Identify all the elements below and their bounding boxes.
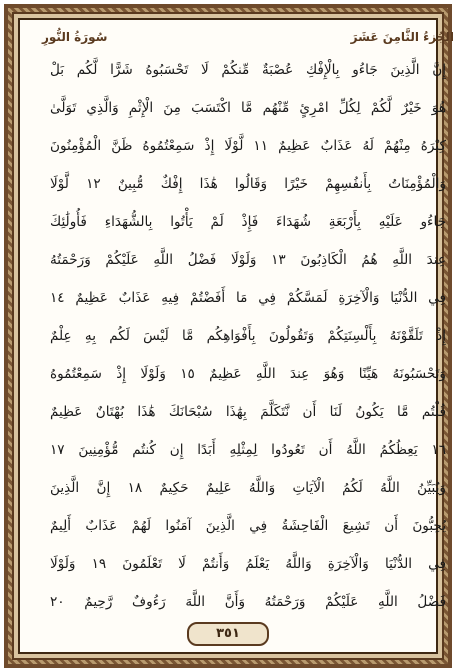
verse-line: فِي الدُّنْيَا وَالْآخِرَةِ لَمَسَّكُمْ فِي مَا أَفَضْتُمْ فِيهِ عَذَابٌ عَظِيمٌ ١٤	[50, 290, 446, 306]
surah-title: سُورَةُ النُّورِ	[42, 30, 108, 44]
verse-line: وَيُبَيِّنُ اللَّهُ لَكُمُ الْآيَاتِ وَاللَّهُ عَلِيمٌ حَكِيمٌ ١٨ إِنَّ الَّذِينَ	[50, 480, 446, 496]
verse-line: كِبْرَهُ مِنْهُمْ لَهُ عَذَابٌ عَظِيمٌ ١١ لَّوْلَا إِذْ سَمِعْتُمُوهُ ظَنَّ الْمُؤْمِنُونَ	[50, 138, 446, 154]
verse-line: وَتَحْسَبُونَهُ هَيِّنًا وَهُوَ عِندَ اللَّهِ عَظِيمٌ ١٥ وَلَوْلَا إِذْ سَمِعْتُمُوهُ	[50, 366, 446, 382]
verse-line: يُحِبُّونَ أَن تَشِيعَ الْفَاحِشَةُ فِي الَّذِينَ آمَنُوا لَهُمْ عَذَابٌ أَلِيمٌ	[50, 518, 446, 534]
verse-line: عِندَ اللَّهِ هُمُ الْكَاذِبُونَ ١٣ وَلَوْلَا فَضْلُ اللَّهِ عَلَيْكُمْ وَرَحْمَتُهُ	[50, 252, 446, 268]
page-number-footer	[20, 622, 436, 646]
page-header	[42, 26, 454, 48]
page-number: ٣٥١	[187, 622, 269, 646]
verse-line: فِي الدُّنْيَا وَالْآخِرَةِ وَاللَّهُ يَعْلَمُ وَأَنتُمْ لَا تَعْلَمُونَ ١٩ وَلَوْلَا	[50, 556, 446, 572]
verse-line: وَالْمُؤْمِنَاتُ بِأَنفُسِهِمْ خَيْرًا وَقَالُوا هَٰذَا إِفْكٌ مُّبِينٌ ١٢ لَّوْلَا	[50, 176, 446, 192]
text-frame	[18, 18, 454, 654]
verse-line: هُوَ خَيْرٌ لَّكُمْ لِكُلِّ امْرِئٍ مِّنْهُم مَّا اكْتَسَبَ مِنَ الْإِثْمِ وَالَّذِي تَوَلَّىٰ	[50, 100, 446, 116]
verse-line: فَضْلُ اللَّهِ عَلَيْكُمْ وَرَحْمَتُهُ وَأَنَّ اللَّهَ رَءُوفٌ رَّحِيمٌ ٢٠	[50, 594, 446, 610]
verse-line: ١٦ يَعِظُكُمُ اللَّهُ أَن تَعُودُوا لِمِثْلِهِ أَبَدًا إِن كُنتُم مُّؤْمِنِينَ ١٧	[50, 442, 446, 458]
verse-line: جَاءُو عَلَيْهِ بِأَرْبَعَةِ شُهَدَاءَ فَإِذْ لَمْ يَأْتُوا بِالشُّهَدَاءِ فَأُولَٰئِكَ	[50, 214, 446, 230]
verse-line: إِذْ تَلَقَّوْنَهُ بِأَلْسِنَتِكُمْ وَتَقُولُونَ بِأَفْوَاهِكُم مَّا لَيْسَ لَكُم بِهِ عِلْمٌ	[50, 328, 446, 344]
juz-title: الجُزءُ الثَّامِنَ عَشَرَ	[350, 30, 454, 44]
verse-line: قُلْتُم مَّا يَكُونُ لَنَا أَن نَّتَكَلَّمَ بِهَٰذَا سُبْحَانَكَ هَٰذَا بُهْتَانٌ عَظِيمٌ	[50, 404, 446, 420]
verse-text-area	[50, 52, 446, 644]
verse-line: إِنَّ الَّذِينَ جَاءُو بِالْإِفْكِ عُصْبَةٌ مِّنكُمْ لَا تَحْسَبُوهُ شَرًّا لَّكُم بَلْ	[50, 62, 446, 78]
